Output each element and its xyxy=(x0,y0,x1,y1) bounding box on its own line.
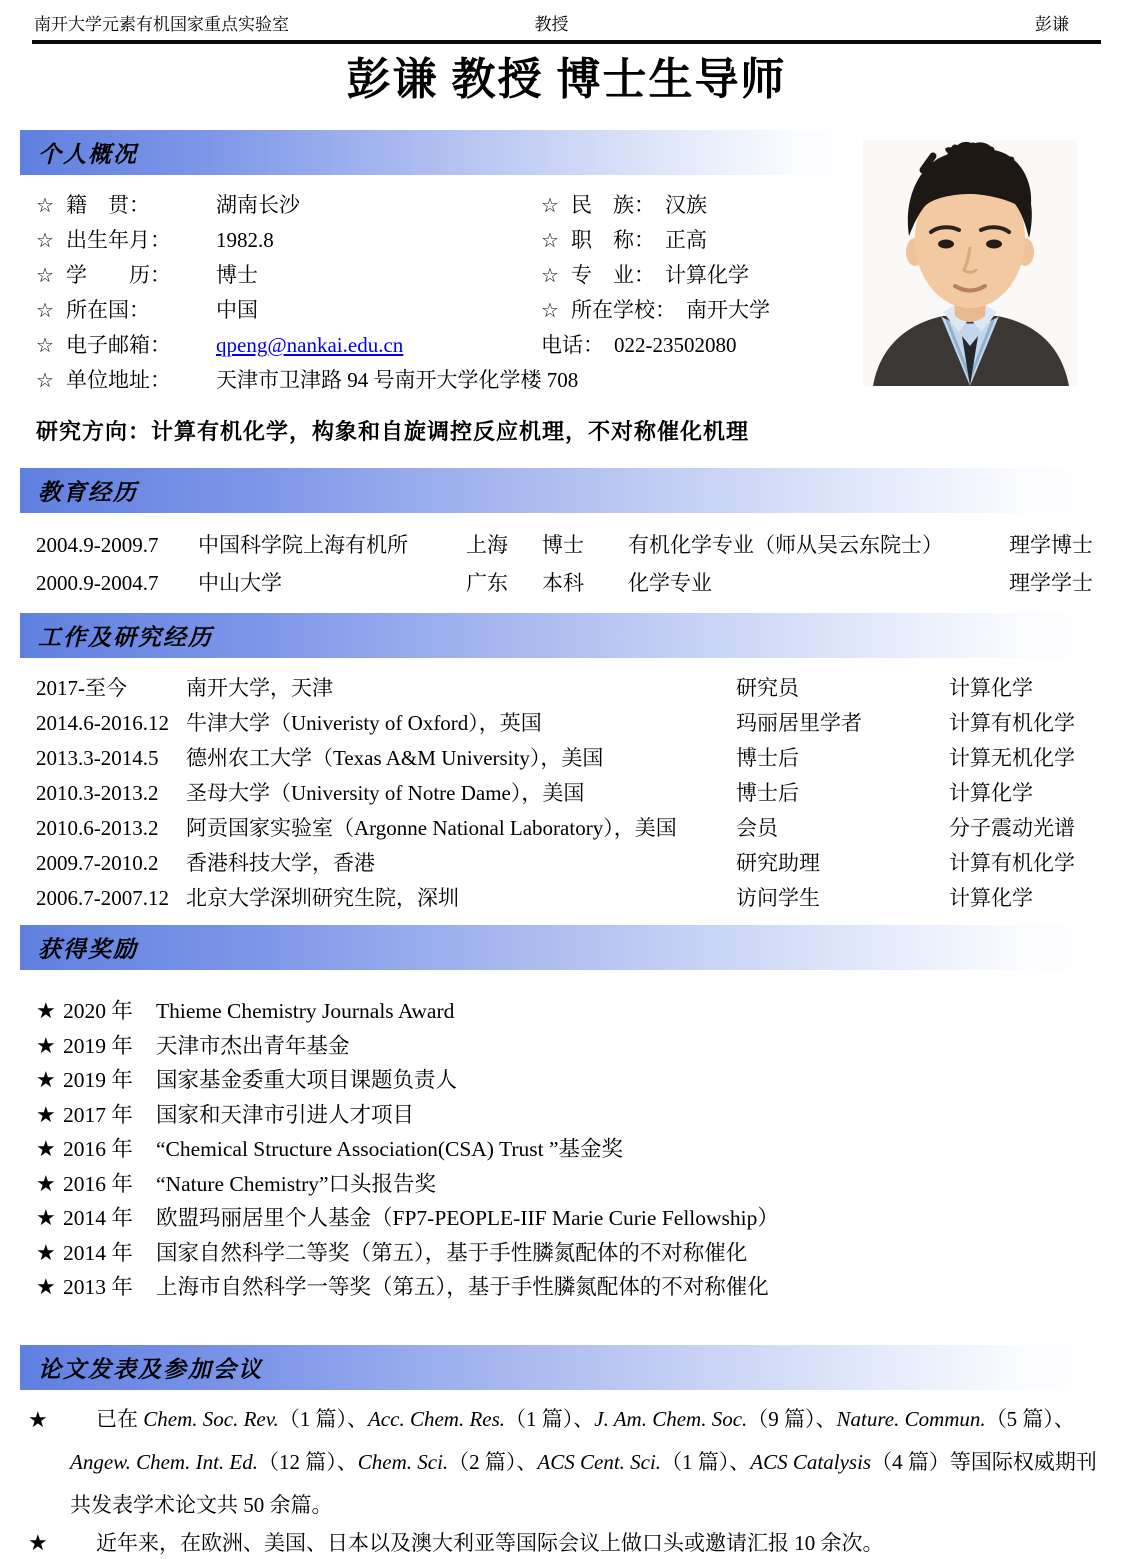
work-place: 阿贡国家实验室（Argonne National Laboratory），美国 xyxy=(186,816,677,840)
header-person-name: 彭谦 xyxy=(1035,15,1069,34)
info-value: 中国 xyxy=(216,298,258,322)
publication-text: 已在 Chem. Soc. Rev.（1 篇）、Acc. Chem. Res.（1 篇）、J. Am. Chem. Soc.（9 篇）、Nature. Commun.（5 篇）、Angew. Chem. Int. Ed.（12 篇）、Chem. Sci.（2 篇）、ACS Cent. Sci.（1 篇）、ACS Catalysis（4 篇）等国际权威期刊共发表学术论文共 50 余篇。 xyxy=(70,1406,1097,1517)
award-item xyxy=(36,1270,1113,1305)
award-year: 2016 年 xyxy=(63,1137,133,1161)
info-country xyxy=(36,294,541,329)
hollow-star-icon: ☆ xyxy=(36,195,54,217)
section-heading-publications: 论文发表及参加会议 xyxy=(38,1356,263,1382)
education-row xyxy=(36,529,1093,567)
info-label: 学 历： xyxy=(66,263,171,287)
work-role: 研究员 xyxy=(736,676,799,700)
work-field: 计算有机化学 xyxy=(949,711,1075,735)
hollow-star-icon: ☆ xyxy=(36,265,54,287)
award-year: 2019 年 xyxy=(63,1068,133,1092)
research-direction: 研究方向：计算有机化学，构象和自旋调控反应机理，不对称催化机理 xyxy=(36,419,750,444)
work-place: 香港科技大学，香港 xyxy=(186,851,375,875)
award-item xyxy=(36,1167,1113,1202)
award-year: 2020 年 xyxy=(63,999,133,1023)
info-label: 所在国： xyxy=(66,298,150,322)
award-year: 2019 年 xyxy=(63,1033,133,1058)
filled-star-icon: ★ xyxy=(28,1406,48,1432)
award-text: 国家自然科学二等奖（第五），基于手性膦氮配体的不对称催化 xyxy=(156,1240,748,1265)
filled-star-icon: ★ xyxy=(36,998,56,1023)
work-place: 圣母大学（University of Notre Dame），美国 xyxy=(186,781,585,805)
section-heading-work: 工作及研究经历 xyxy=(38,625,213,650)
work-place: 牛津大学（Univeristy of Oxford），英国 xyxy=(186,711,542,735)
work-period: 2010.3-2013.2 xyxy=(36,781,159,805)
info-value: 计算化学 xyxy=(665,263,749,287)
award-item xyxy=(36,1236,1113,1271)
filled-star-icon: ★ xyxy=(36,1032,56,1058)
work-place: 北京大学深圳研究生院，深圳 xyxy=(186,886,459,910)
work-period: 2010.6-2013.2 xyxy=(36,816,159,840)
profile-info xyxy=(36,189,876,399)
info-label: 出生年月： xyxy=(66,228,171,252)
info-birth-date xyxy=(36,224,541,259)
award-text: 上海市自然科学一等奖（第五），基于手性膦氮配体的不对称催化 xyxy=(156,1275,769,1299)
filled-star-icon: ★ xyxy=(36,1136,56,1161)
work-field: 计算化学 xyxy=(949,886,1033,910)
work-role: 研究助理 xyxy=(736,851,820,875)
award-item xyxy=(36,1201,1113,1236)
info-ethnicity xyxy=(541,189,876,224)
work-period: 2006.7-2007.12 xyxy=(36,886,169,910)
info-major xyxy=(541,259,876,294)
award-text: 欧盟玛丽居里个人基金（FP7-PEOPLE-IIF Marie Curie Fellowship） xyxy=(156,1206,779,1230)
info-address xyxy=(36,364,876,399)
info-phone xyxy=(541,329,876,364)
award-item xyxy=(36,1063,1113,1098)
award-year: 2014 年 xyxy=(63,1240,133,1265)
award-item xyxy=(36,1132,1113,1167)
info-title-rank xyxy=(541,224,876,259)
hollow-star-icon: ☆ xyxy=(541,300,559,322)
award-text: Thieme Chemistry Journals Award xyxy=(156,999,455,1023)
work-row xyxy=(36,882,1093,917)
info-label: 电话： xyxy=(541,333,604,357)
work-field: 计算化学 xyxy=(949,676,1033,700)
hollow-star-icon: ☆ xyxy=(36,370,54,392)
filled-star-icon: ★ xyxy=(36,1170,56,1196)
work-period: 2013.3-2014.5 xyxy=(36,746,159,770)
publications-list xyxy=(28,1398,1113,1559)
work-row xyxy=(36,847,1093,882)
edu-school: 中山大学 xyxy=(198,571,282,595)
work-table xyxy=(36,672,1093,917)
filled-star-icon: ★ xyxy=(36,1239,56,1265)
work-row xyxy=(36,742,1093,777)
section-bar-awards xyxy=(20,925,1113,970)
award-text: “Chemical Structure Association(CSA) Trust ”基金奖 xyxy=(156,1137,623,1161)
award-item xyxy=(36,1098,1113,1133)
publication-item xyxy=(28,1398,1113,1527)
award-year: 2014 年 xyxy=(63,1206,133,1230)
hollow-star-icon: ☆ xyxy=(541,195,559,217)
info-school xyxy=(541,294,876,329)
section-heading-education: 教育经历 xyxy=(38,480,138,505)
award-year: 2017 年 xyxy=(63,1102,133,1127)
edu-city: 上海 xyxy=(466,533,508,557)
section-heading-awards: 获得奖励 xyxy=(38,937,138,962)
award-text: 国家和天津市引进人才项目 xyxy=(156,1102,415,1127)
filled-star-icon: ★ xyxy=(36,1067,56,1092)
edu-major: 化学专业 xyxy=(628,571,712,595)
info-value: 博士 xyxy=(216,263,258,287)
award-year: 2013 年 xyxy=(63,1275,133,1299)
edu-period: 2000.9-2004.7 xyxy=(36,571,159,595)
edu-school: 中国科学院上海有机所 xyxy=(198,533,408,557)
filled-star-icon: ★ xyxy=(28,1529,48,1555)
info-label: 民 族： xyxy=(571,193,655,217)
info-native-place xyxy=(36,189,541,224)
info-label: 单位地址： xyxy=(66,368,171,392)
work-field: 计算无机化学 xyxy=(949,746,1075,770)
award-text: “Nature Chemistry”口头报告奖 xyxy=(156,1171,437,1196)
awards-list xyxy=(36,994,1113,1305)
education-row xyxy=(36,567,1093,605)
filled-star-icon: ★ xyxy=(36,1205,56,1230)
header-lab-name: 南开大学元素有机国家重点实验室 xyxy=(34,15,289,34)
edu-level: 博士 xyxy=(542,533,584,557)
work-role: 玛丽居里学者 xyxy=(736,711,862,735)
work-role: 博士后 xyxy=(736,781,799,805)
work-period: 2017-至今 xyxy=(36,676,127,700)
header-title-professor: 教授 xyxy=(534,15,569,34)
work-row xyxy=(36,707,1093,742)
hollow-star-icon: ☆ xyxy=(36,335,54,357)
info-value: 汉族 xyxy=(665,193,707,217)
edu-period: 2004.9-2009.7 xyxy=(36,533,159,557)
page-title: 彭谦 教授 博士生导师 xyxy=(346,55,787,104)
edu-major: 有机化学专业（师从吴云东院士） xyxy=(628,533,943,557)
section-bar-publications xyxy=(20,1345,1113,1390)
info-label: 所在学校： xyxy=(571,298,676,322)
info-value: 1982.8 xyxy=(216,228,274,252)
profile-photo xyxy=(863,140,1077,386)
info-value: 022-23502080 xyxy=(614,333,737,357)
section-bar-education xyxy=(20,468,1113,513)
hollow-star-icon: ☆ xyxy=(541,230,559,252)
education-table xyxy=(36,529,1093,605)
hollow-star-icon: ☆ xyxy=(36,230,54,252)
info-label: 电子邮箱： xyxy=(66,333,171,357)
publication-text: 近年来，在欧洲、美国、日本以及澳大利亚等国际会议上做口头或邀请汇报 10 余次。 xyxy=(96,1530,884,1555)
hollow-star-icon: ☆ xyxy=(36,300,54,322)
work-field: 计算有机化学 xyxy=(949,851,1075,875)
info-degree xyxy=(36,259,541,294)
award-text: 国家基金委重大项目课题负责人 xyxy=(156,1068,458,1092)
page-header xyxy=(32,0,1101,44)
filled-star-icon: ★ xyxy=(36,1274,56,1299)
hollow-star-icon: ☆ xyxy=(541,265,559,287)
info-value: 南开大学 xyxy=(686,298,770,322)
award-item xyxy=(36,994,1113,1029)
section-bar-work xyxy=(20,613,1113,658)
work-field: 计算化学 xyxy=(949,781,1033,805)
work-row xyxy=(36,672,1093,707)
work-role: 会员 xyxy=(736,816,778,840)
work-row xyxy=(36,812,1093,847)
profile-photo-image xyxy=(863,140,1077,386)
edu-degree: 理学博士 xyxy=(1009,533,1093,557)
work-place: 德州农工大学（Texas A&M University），美国 xyxy=(186,746,604,770)
info-label: 籍 贯： xyxy=(66,193,150,217)
section-bar-profile xyxy=(20,130,865,175)
award-item xyxy=(36,1029,1113,1064)
work-role: 博士后 xyxy=(736,746,799,770)
edu-level: 本科 xyxy=(542,571,584,595)
info-label: 专 业： xyxy=(571,263,655,287)
email-link[interactable]: qpeng@nankai.edu.cn xyxy=(216,333,404,357)
filled-star-icon: ★ xyxy=(36,1101,56,1127)
work-row xyxy=(36,777,1093,812)
publication-item xyxy=(28,1527,1113,1559)
work-period: 2014.6-2016.12 xyxy=(36,711,169,735)
info-value: 湖南长沙 xyxy=(216,193,300,217)
award-text: 天津市杰出青年基金 xyxy=(156,1033,350,1058)
section-heading-profile: 个人概况 xyxy=(38,142,138,167)
info-label: 职 称： xyxy=(571,228,655,252)
edu-city: 广东 xyxy=(466,571,508,595)
award-year: 2016 年 xyxy=(63,1171,133,1196)
work-field: 分子震动光谱 xyxy=(949,816,1075,840)
info-email xyxy=(36,329,541,364)
work-place: 南开大学，天津 xyxy=(186,676,333,700)
work-period: 2009.7-2010.2 xyxy=(36,851,159,875)
info-value: 正高 xyxy=(665,228,707,252)
info-value: 天津市卫津路 94 号南开大学化学楼 708 xyxy=(216,368,579,392)
edu-degree: 理学学士 xyxy=(1009,571,1093,595)
work-role: 访问学生 xyxy=(736,886,820,910)
